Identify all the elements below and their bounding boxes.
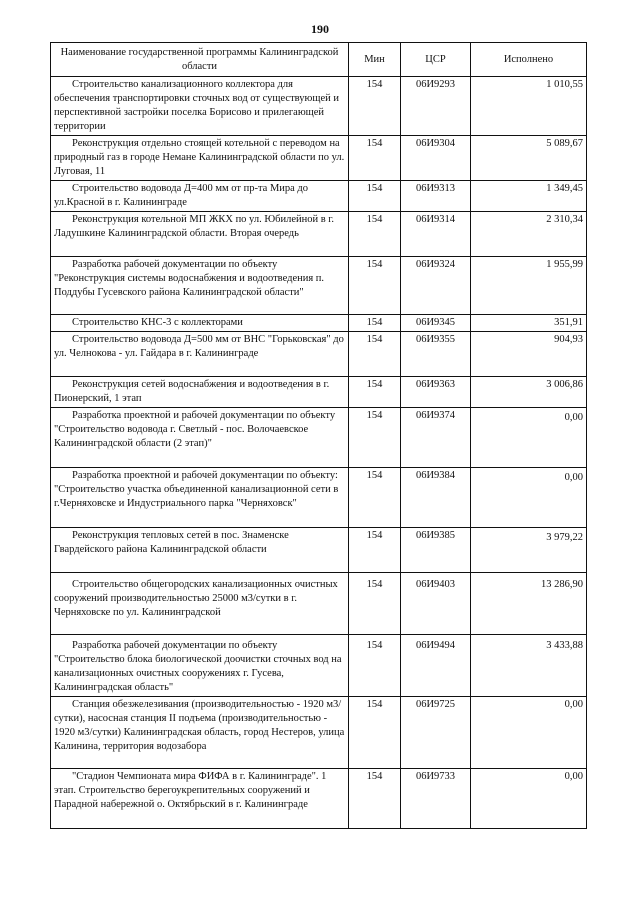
table-row xyxy=(51,468,587,528)
executed-amount: 0,00 xyxy=(471,769,587,829)
program-name: Реконструкция сетей водоснабжения и водоотведения в г. Пионерский, 1 этап xyxy=(51,377,349,408)
table-row xyxy=(51,136,587,181)
ministry-code: 154 xyxy=(349,332,401,377)
table-row xyxy=(51,769,587,829)
csr-code: 06И9403 xyxy=(401,573,471,635)
executed-amount: 5 089,67 xyxy=(471,136,587,181)
ministry-code: 154 xyxy=(349,212,401,257)
program-name: Разработка проектной и рабочей документации по объекту "Строительство водовода г. Светлый - пос. Волочаевское Калининградской области (2 этап)" xyxy=(51,408,349,468)
csr-code: 06И9313 xyxy=(401,181,471,212)
executed-amount: 0,00 xyxy=(471,468,587,528)
csr-code: 06И9324 xyxy=(401,257,471,315)
ministry-code: 154 xyxy=(349,573,401,635)
table-row xyxy=(51,257,587,315)
table-row xyxy=(51,697,587,769)
program-name: Разработка проектной и рабочей документации по объекту: "Строительство участка объединенной канализационной сети в г.Черняховске и Индустриального парка "Черняховск" xyxy=(51,468,349,528)
header-csr: ЦСР xyxy=(401,43,471,77)
ministry-code: 154 xyxy=(349,468,401,528)
executed-amount: 1 349,45 xyxy=(471,181,587,212)
ministry-code: 154 xyxy=(349,377,401,408)
table-row xyxy=(51,181,587,212)
executed-amount: 3 433,88 xyxy=(471,635,587,697)
table-row xyxy=(51,77,587,136)
executed-amount: 3 006,86 xyxy=(471,377,587,408)
program-name: Станция обезжелезивания (производительностью - 1920 м3/сутки), насосная станция II подъема (производительностью - 1920 м3/сутки) Калининградская область, город Нестеров, улица Калинина, территория водозабора xyxy=(51,697,349,769)
table-row xyxy=(51,635,587,697)
header-ministry: Мин xyxy=(349,43,401,77)
csr-code: 06И9733 xyxy=(401,769,471,829)
csr-code: 06И9725 xyxy=(401,697,471,769)
executed-amount: 351,91 xyxy=(471,315,587,332)
table-row xyxy=(51,377,587,408)
program-name: "Стадион Чемпионата мира ФИФА в г. Калининграде". 1 этап. Строительство берегоукрепительных сооружений и Парадной набережной о. Октябрьский в г. Калининграде xyxy=(51,769,349,829)
program-name: Строительство общегородских канализационных очистных сооружений производительностью 25000 м3/сутки в г. Черняховске по ул. Калининградской xyxy=(51,573,349,635)
executed-amount: 3 979,22 xyxy=(471,528,587,573)
header-executed: Исполнено xyxy=(471,43,587,77)
executed-amount: 13 286,90 xyxy=(471,573,587,635)
ministry-code: 154 xyxy=(349,136,401,181)
csr-code: 06И9374 xyxy=(401,408,471,468)
table-body xyxy=(51,77,587,829)
executed-amount: 0,00 xyxy=(471,408,587,468)
csr-code: 06И9355 xyxy=(401,332,471,377)
program-name: Строительство водовода Д=500 мм от ВНС "Горьковская" до ул. Челнокова - ул. Гайдара в г. Калининграде xyxy=(51,332,349,377)
executed-amount: 2 310,34 xyxy=(471,212,587,257)
ministry-code: 154 xyxy=(349,77,401,136)
table-row xyxy=(51,573,587,635)
header-program-name: Наименование государственной программы Калининградской области xyxy=(51,43,349,77)
ministry-code: 154 xyxy=(349,408,401,468)
table-row xyxy=(51,528,587,573)
budget-table xyxy=(50,42,587,829)
page-number: 190 xyxy=(311,22,329,36)
executed-amount: 0,00 xyxy=(471,697,587,769)
table-row xyxy=(51,212,587,257)
ministry-code: 154 xyxy=(349,181,401,212)
executed-amount: 1 010,55 xyxy=(471,77,587,136)
program-name: Строительство КНС-3 с коллекторами xyxy=(51,315,349,332)
ministry-code: 154 xyxy=(349,257,401,315)
program-name: Реконструкция отдельно стоящей котельной с переводом на природный газ в городе Немане Калининградской области по ул. Луговая, 11 xyxy=(51,136,349,181)
ministry-code: 154 xyxy=(349,635,401,697)
csr-code: 06И9314 xyxy=(401,212,471,257)
csr-code: 06И9384 xyxy=(401,468,471,528)
ministry-code: 154 xyxy=(349,528,401,573)
table-row xyxy=(51,332,587,377)
executed-amount: 1 955,99 xyxy=(471,257,587,315)
csr-code: 06И9494 xyxy=(401,635,471,697)
ministry-code: 154 xyxy=(349,315,401,332)
program-name: Разработка рабочей документации по объекту "Строительство блока биологической доочистки сточных вод на канализационных очистных сооружениях г. Гусева, Калининградская область" xyxy=(51,635,349,697)
program-name: Реконструкция тепловых сетей в пос. Знаменске Гвардейского района Калининградской области xyxy=(51,528,349,573)
csr-code: 06И9345 xyxy=(401,315,471,332)
csr-code: 06И9293 xyxy=(401,77,471,136)
program-name: Строительство водовода Д=400 мм от пр-та Мира до ул.Красной в г. Калининграде xyxy=(51,181,349,212)
program-name: Разработка рабочей документации по объекту "Реконструкция системы водоснабжения и водоотведения п. Поддубы Гусевского района Калининградской области" xyxy=(51,257,349,315)
program-name: Реконструкция котельной МП ЖКХ по ул. Юбилейной в г. Ладушкине Калининградской области. Вторая очередь xyxy=(51,212,349,257)
ministry-code: 154 xyxy=(349,697,401,769)
program-name: Строительство канализационного коллектора для обеспечения транспортировки сточных вод от существующей и перспективной застройки поселка Борисово и прилегающей территории xyxy=(51,77,349,136)
csr-code: 06И9385 xyxy=(401,528,471,573)
table-row xyxy=(51,315,587,332)
ministry-code: 154 xyxy=(349,769,401,829)
csr-code: 06И9363 xyxy=(401,377,471,408)
table-header-row xyxy=(51,43,587,77)
csr-code: 06И9304 xyxy=(401,136,471,181)
table-row xyxy=(51,408,587,468)
executed-amount: 904,93 xyxy=(471,332,587,377)
